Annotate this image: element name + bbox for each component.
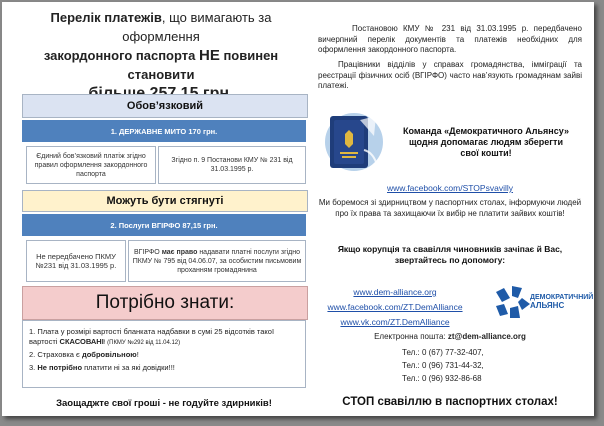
logo-text-1: ДЕМОКРАТИЧНИЙ xyxy=(530,294,594,301)
item1-c: ! (ПКМУ №292 від 11.04.12) xyxy=(103,340,181,346)
optional-right-b: має право xyxy=(161,248,198,256)
stop-footer: СТОП свавіллю в паспортних столах! xyxy=(342,396,558,408)
phone-2: Тел.: 0 (96) 731-44-32, xyxy=(402,361,484,370)
team-line-1: Команда «Демократичного Альянсу» xyxy=(403,126,569,136)
email-address[interactable]: zt@dem-alliance.org xyxy=(447,332,526,341)
item2-b: добровільною xyxy=(81,350,137,359)
appeal-text: Якщо корупція та свавілля чиновників зачіпає й Вас, звертайтесь по допомогу: xyxy=(337,244,563,265)
phone-3: Тел.: 0 (96) 932-86-68 xyxy=(402,374,482,383)
team-line-2: щодня допомагає людям зберегти xyxy=(409,137,563,147)
alliance-logo-icon xyxy=(492,284,532,320)
mandatory-heading: Обов’язковий xyxy=(22,94,308,118)
optional-cell-left: Не передбачено ПКМУ №231 від 31.03.1995 р. xyxy=(26,240,126,282)
title-rest: , що вимагають за оформлення xyxy=(122,10,272,44)
optional-heading: Можуть бути стягнуті xyxy=(22,190,308,212)
item3-a: 3. xyxy=(29,363,38,372)
optional-right-c: надавати платні послуги згідно ПКМУ № 795 від 04.06.07, за особистим письмовим проханням громадянина xyxy=(132,248,302,274)
must-know-text: Потрібно знати: xyxy=(95,292,235,313)
vk-link[interactable]: www.vk.com/ZT.DemAlliance xyxy=(340,317,450,327)
item3-c: платити ні за які довідки!!! xyxy=(82,363,175,372)
intro-paragraph-1: Постановою КМУ № 231 від 31.03.1995 р. передбачено вичерпний перелік документів та платежів необхідних для оформлення закордонного паспорта. xyxy=(318,24,582,54)
logo-text-2: АЛЬЯНС xyxy=(530,301,565,310)
must-know-list xyxy=(22,320,306,388)
title-ne: НЕ xyxy=(198,47,220,64)
alliance-logo xyxy=(492,284,594,322)
site-link[interactable]: www.dem-alliance.org xyxy=(353,287,437,297)
team-line-3: свої кошти! xyxy=(460,148,512,158)
fb-stop-link[interactable]: www.facebook.com/STOPsvavilly xyxy=(387,183,513,193)
item2-c: ! xyxy=(136,350,139,359)
intro-paragraph-2: Працівники відділів у справах громадянства, імміграції та реєстрації фізичних осіб (ВГІРФО) часто нав’язують громадянам зайві платежі. xyxy=(318,60,582,90)
item1-b: СКАСОВАНІ xyxy=(59,337,104,346)
email-row xyxy=(318,332,582,341)
passport-icon xyxy=(320,110,384,174)
fb-link-row xyxy=(318,178,582,196)
mandatory-cell-right: Згідно п. 9 Постанови КМУ № 231 від 31.03.1995 р. xyxy=(158,146,306,184)
item3-b: Не потрібно xyxy=(37,363,83,372)
title-bold: Перелік платежів xyxy=(50,10,162,25)
phones xyxy=(402,346,572,385)
item1-a: 1. Плата у розмірі вартості бланката надбавки в сумі 25 відсотків такої вартості xyxy=(29,327,275,346)
logo-text xyxy=(530,294,593,310)
services-bar: 2. Послуги ВГІРФО 87,15 грн. xyxy=(22,214,306,236)
team-callout xyxy=(388,126,584,159)
phone-1: Тел.: 0 (67) 77-32-407, xyxy=(402,348,484,357)
left-footer: Заощаджте свої гроші - не годуйте здирників! xyxy=(56,398,272,409)
optional-cell-right xyxy=(128,240,306,282)
optional-right-a: ВГІРФО xyxy=(133,248,162,256)
list-item xyxy=(29,327,299,348)
item2-a: 2. Страховка є xyxy=(29,350,82,359)
list-item xyxy=(29,350,299,360)
left-title xyxy=(16,8,306,103)
email-label: Електронна пошта: xyxy=(374,332,448,341)
fight-text: Ми боремося зі здирництвом у паспортних столах, інформуючи людей про їх права та захищаючи їх вибір не платити зайвих коштів! xyxy=(318,198,582,218)
state-duty-bar: 1. ДЕРЖАВНЕ МИТО 170 грн. xyxy=(22,120,306,142)
links-list xyxy=(320,284,470,329)
mandatory-cell-left: Єдиний бов’язковий платіж згідно правил оформлення закордонного паспорта xyxy=(26,146,156,184)
must-know-heading xyxy=(22,286,308,320)
list-item xyxy=(29,363,299,373)
passport-image xyxy=(320,110,384,174)
flyer-page xyxy=(2,2,594,416)
facebook-link[interactable]: www.facebook.com/ZT.DemAlliance xyxy=(327,302,463,312)
title-line2-b: повинен становити xyxy=(127,48,279,82)
title-line2-a: закордонного паспорта xyxy=(43,48,199,63)
